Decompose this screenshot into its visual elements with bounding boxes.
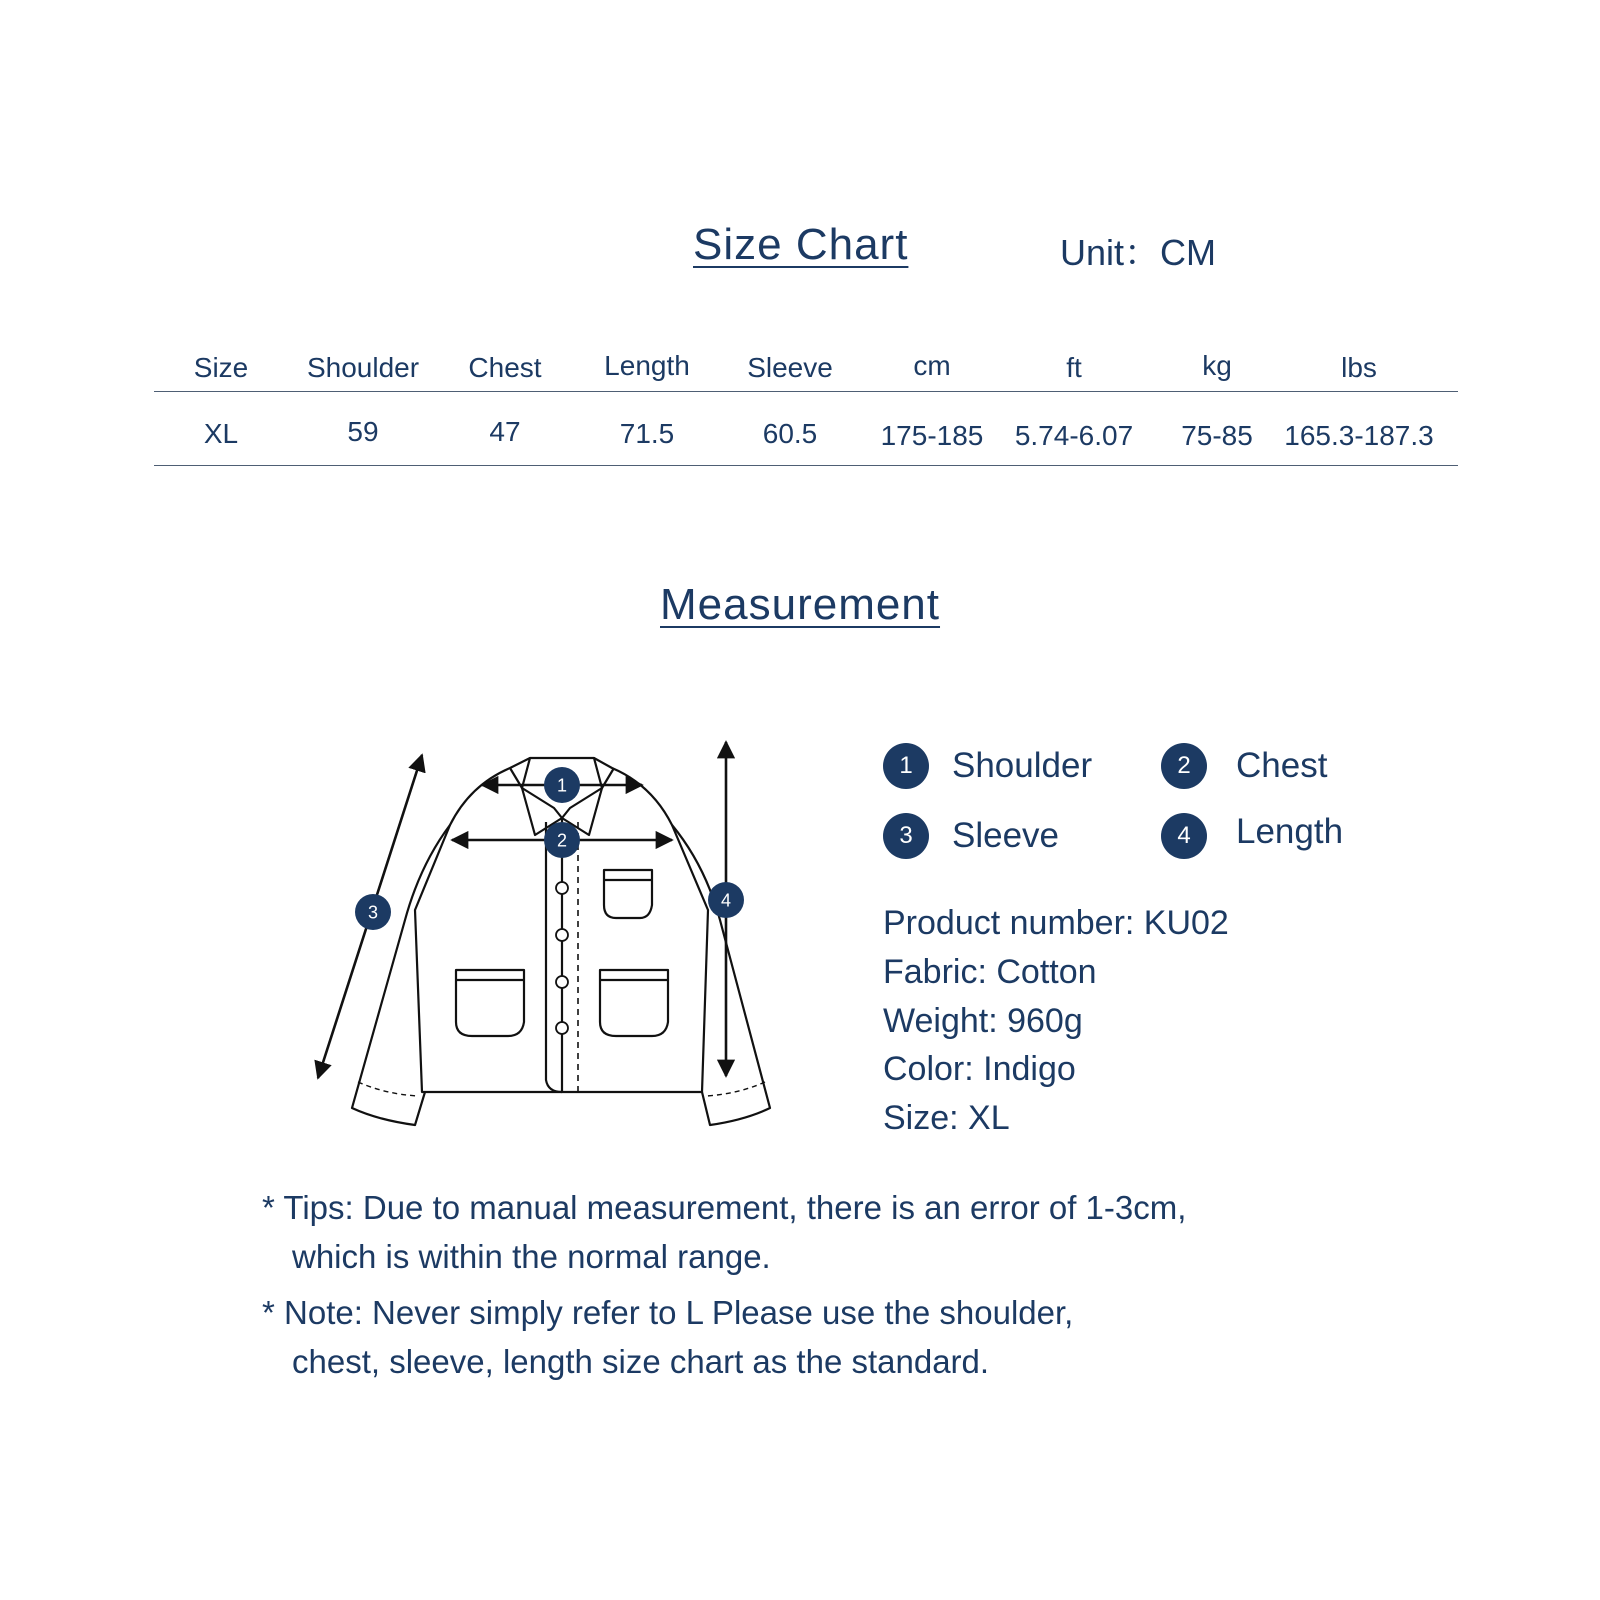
legend-label-length: Length bbox=[1236, 812, 1344, 851]
legend-label-chest: Chest bbox=[1236, 746, 1328, 785]
measurement-markers bbox=[355, 767, 744, 930]
product-number: Product number: KU02 bbox=[883, 904, 1229, 942]
product-fabric: Fabric: Cotton bbox=[883, 953, 1097, 991]
cell-shoulder: 59 bbox=[347, 416, 379, 447]
column-header-lbs: lbs bbox=[1341, 352, 1377, 383]
legend-label-sleeve: Sleeve bbox=[952, 816, 1060, 855]
jacket-diagram-icon bbox=[300, 730, 800, 1150]
column-header-sleeve: Sleeve bbox=[747, 352, 833, 383]
note-line-1: * Note: Never simply refer to L Please use the shoulder, bbox=[262, 1294, 1074, 1331]
product-size: Size: XL bbox=[883, 1099, 1010, 1137]
legend-badge-2: 2 bbox=[1161, 743, 1207, 789]
column-header-size: Size bbox=[193, 352, 249, 383]
legend-badge-4: 4 bbox=[1161, 813, 1207, 859]
legend-label-shoulder: Shoulder bbox=[952, 746, 1093, 785]
marker-2-label: 2 bbox=[556, 830, 568, 851]
column-header-chest: Chest bbox=[468, 352, 542, 383]
column-header-shoulder: Shoulder bbox=[306, 352, 420, 383]
marker-3-label: 3 bbox=[367, 902, 379, 923]
column-header-kg: kg bbox=[1202, 350, 1232, 381]
product-weight: Weight: 960g bbox=[883, 1002, 1083, 1040]
measurement-title: Measurement bbox=[660, 580, 941, 629]
cell-chest: 47 bbox=[489, 416, 521, 447]
unit-label: Unit：CM bbox=[1060, 232, 1217, 273]
legend-badge-1: 1 bbox=[883, 743, 929, 789]
table-header-rule bbox=[154, 391, 1458, 392]
product-color: Color: Indigo bbox=[883, 1050, 1076, 1088]
column-header-ft: ft bbox=[1066, 352, 1082, 383]
tip-line-1: * Tips: Due to manual measurement, there is an error of 1-3cm, bbox=[262, 1189, 1187, 1226]
cell-kg: 75-85 bbox=[1181, 420, 1253, 451]
cell-ft: 5.74-6.07 bbox=[1014, 420, 1134, 451]
note-line-2: chest, sleeve, length size chart as the standard. bbox=[292, 1343, 990, 1380]
cell-lbs: 165.3-187.3 bbox=[1284, 420, 1434, 451]
jacket-diagram bbox=[300, 730, 800, 1150]
cell-size: XL bbox=[203, 418, 239, 449]
table-bottom-rule bbox=[154, 465, 1458, 466]
cell-length: 71.5 bbox=[619, 418, 675, 449]
column-header-length: Length bbox=[604, 350, 690, 381]
tip-line-2: which is within the normal range. bbox=[292, 1238, 771, 1275]
cell-cm: 175-185 bbox=[880, 420, 984, 451]
marker-1-label: 1 bbox=[556, 775, 568, 796]
legend-badge-3: 3 bbox=[883, 813, 929, 859]
marker-4-label: 4 bbox=[720, 890, 732, 911]
cell-sleeve: 60.5 bbox=[762, 418, 818, 449]
column-header-cm: cm bbox=[913, 350, 951, 381]
size-chart-title: Size Chart bbox=[693, 220, 909, 269]
